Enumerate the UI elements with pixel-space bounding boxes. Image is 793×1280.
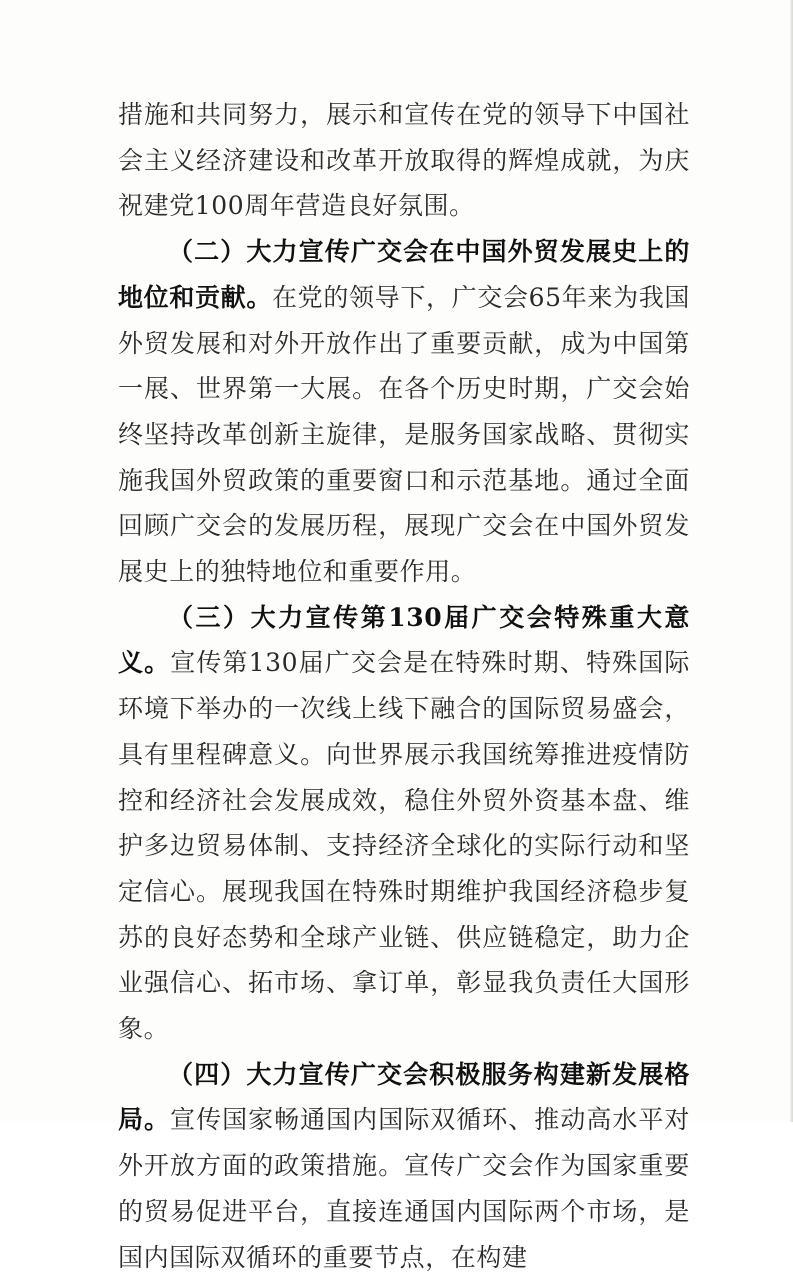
section-heading: （二）大力宣传广交会在中国外贸发展史上的地位和贡献。 bbox=[118, 237, 690, 312]
paragraph-body: 宣传国家畅通国内国际双循环、推动高水平对外开放方面的政策措施。宣传广交会作为国家重要的贸易促进平台，直接连通国内国际两个市场，是国内国际双循环的重要节点，在构建 bbox=[118, 1105, 690, 1272]
paragraph-section-2 bbox=[118, 229, 690, 595]
paragraph-continuation bbox=[118, 92, 690, 229]
section-heading: （三）大力宣传第130届广交会特殊重大意义。 bbox=[118, 602, 690, 678]
document-body bbox=[118, 92, 690, 1280]
paragraph-body: 措施和共同努力，展示和宣传在党的领导下中国社会主义经济建设和改革开放取得的辉煌成就，为庆祝建党100周年营造良好氛围。 bbox=[118, 100, 690, 221]
paragraph-body: 在党的领导下，广交会65年来为我国外贸发展和对外开放作出了重要贡献，成为中国第一展、世界第一大展。在各个历史时期，广交会始终坚持改革创新主旋律，是服务国家战略、贯彻实施我国外贸政策的重要窗口和示范基地。通过全面回顾广交会的发展历程，展现广交会在中国外贸发展史上的独特地位和重要作用。 bbox=[118, 282, 690, 587]
paragraph-body: 宣传第130届广交会是在特殊时期、特殊国际环境下举办的一次线上线下融合的国际贸易盛会，具有里程碑意义。向世界展示我国统筹推进疫情防控和经济社会发展成效，稳住外贸外资基本盘、维护多边贸易体制、支持经济全球化的实际行动和坚定信心。展现我国在特殊时期维护我国经济稳步复苏的良好态势和全球产业链、供应链稳定，助力企业强信心、拓市场、拿订单，彰显我负责任大国形象。 bbox=[118, 648, 690, 1044]
paragraph-section-4 bbox=[118, 1052, 690, 1280]
section-heading: （四）大力宣传广交会积极服务构建新发展格局。 bbox=[118, 1059, 690, 1135]
paragraph-section-3 bbox=[118, 595, 690, 1052]
